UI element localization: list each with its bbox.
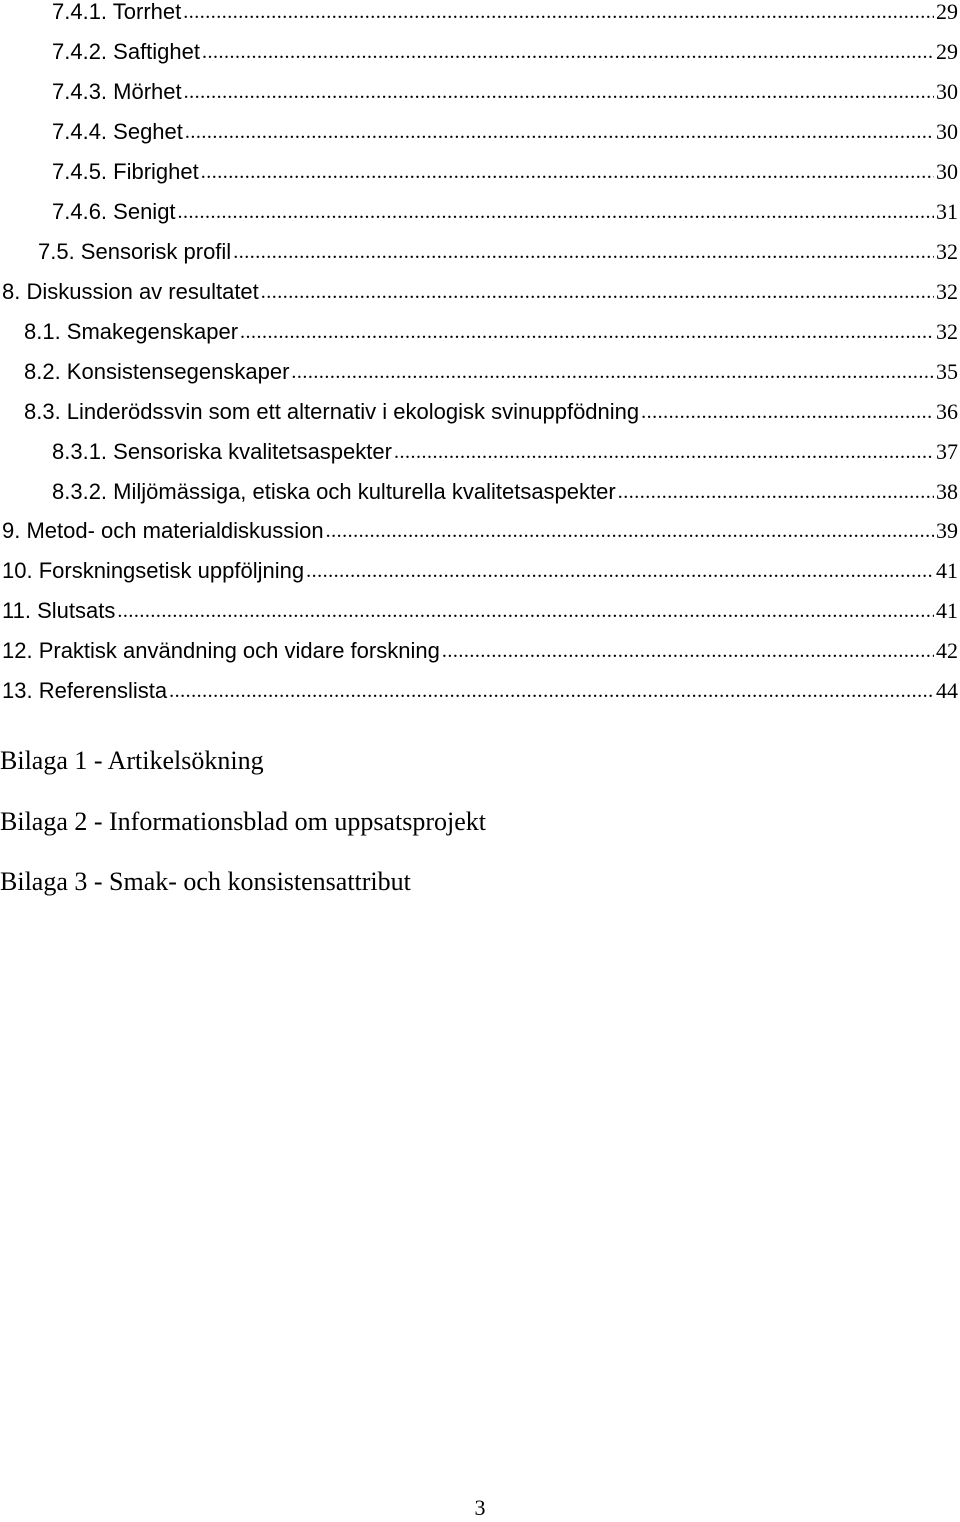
toc-entry[interactable] (24, 396, 958, 426)
toc-entry-page: 38 (936, 479, 958, 504)
toc-entry-page: 32 (936, 319, 958, 344)
toc-entry-title: 7.4.4. Seghet (52, 119, 183, 144)
toc-entry-title: 7.4.1. Torrhet (52, 0, 182, 24)
toc-entry-page: 41 (936, 558, 958, 583)
toc-leader-dots (178, 198, 934, 226)
toc-entry[interactable] (52, 76, 958, 106)
toc-leader-dots (184, 78, 934, 106)
toc-entry-title: 8.3.2. Miljömässiga, etiska och kulturella kvalitetsaspekter (52, 479, 616, 504)
toc-entry-page: 42 (936, 638, 958, 663)
toc-entry-page: 31 (936, 199, 958, 224)
toc-entry[interactable] (52, 196, 958, 226)
toc-leader-dots (202, 38, 934, 66)
toc-entry[interactable] (52, 0, 958, 26)
toc-leader-dots (641, 398, 934, 426)
appendix-3-heading: Bilaga 3 - Smak- och konsistensattribut (0, 867, 411, 896)
toc-entry[interactable] (38, 236, 958, 266)
toc-entry[interactable] (52, 436, 958, 466)
toc-leader-dots (201, 158, 934, 186)
toc-entry-page: 36 (936, 399, 958, 424)
toc-leader-dots (185, 118, 934, 146)
toc-entry[interactable] (24, 356, 958, 386)
appendix-2-heading: Bilaga 2 - Informationsblad om uppsatsprojekt (0, 807, 486, 836)
toc-entry-title: 7.5. Sensorisk profil (38, 239, 232, 264)
appendix-1-heading: Bilaga 1 - Artikelsökning (0, 746, 264, 775)
toc-leader-dots (291, 358, 934, 386)
toc-entry-title: 7.4.5. Fibrighet (52, 159, 199, 184)
toc-leader-dots (442, 637, 934, 665)
toc-entry-page: 32 (936, 239, 958, 264)
toc-leader-dots (169, 677, 934, 705)
toc-entry[interactable] (2, 555, 958, 585)
toc-entry-page: 35 (936, 359, 958, 384)
toc-entry-title: 10. Forskningsetisk uppföljning (2, 558, 305, 583)
toc-entry[interactable] (52, 156, 958, 186)
toc-entry-page: 29 (936, 39, 958, 64)
toc-entry-title: 8. Diskussion av resultatet (2, 279, 259, 304)
toc-entry[interactable] (52, 476, 958, 506)
toc-entry-page: 39 (936, 518, 958, 543)
toc-entry-title: 8.1. Smakegenskaper (24, 319, 239, 344)
toc-entry[interactable] (2, 276, 958, 306)
toc-entry-title: 8.2. Konsistensegenskaper (24, 359, 290, 384)
toc-leader-dots (618, 478, 934, 506)
toc-entry-title: 7.4.3. Mörhet (52, 79, 182, 104)
toc-entry-page: 37 (936, 439, 958, 464)
toc-entry-title: 7.4.2. Saftighet (52, 39, 200, 64)
toc-entry-page: 30 (936, 159, 958, 184)
toc-leader-dots (394, 438, 934, 466)
toc-leader-dots (326, 517, 934, 545)
toc-entry-page: 41 (936, 598, 958, 623)
toc-entry[interactable] (2, 635, 958, 665)
toc-leader-dots (183, 0, 934, 26)
toc-entry-title: 11. Slutsats (2, 598, 116, 623)
toc-leader-dots (117, 597, 934, 625)
toc-entry[interactable] (24, 316, 958, 346)
toc-entry[interactable] (2, 675, 958, 705)
toc-leader-dots (261, 278, 934, 306)
page-number: 3 (474, 1495, 486, 1520)
toc-entry[interactable] (52, 36, 958, 66)
toc-entry-title: 9. Metod- och materialdiskussion (2, 518, 324, 543)
toc-entry-title: 12. Praktisk användning och vidare forskning (2, 638, 440, 663)
toc-entry-title: 8.3. Linderödssvin som ett alternativ i ekologisk svinuppfödning (24, 399, 640, 424)
toc-entry-page: 29 (936, 0, 958, 24)
toc-entry-title: 7.4.6. Senigt (52, 199, 176, 224)
toc-entry[interactable] (2, 595, 958, 625)
toc-entry-title: 13. Referenslista (2, 678, 168, 703)
toc-entry-page: 30 (936, 79, 958, 104)
toc-entry-page: 44 (936, 678, 958, 703)
toc-entry-page: 30 (936, 119, 958, 144)
toc-leader-dots (240, 318, 934, 346)
toc-leader-dots (233, 238, 934, 266)
toc-entry[interactable] (2, 515, 958, 545)
toc-entry-title: 8.3.1. Sensoriska kvalitetsaspekter (52, 439, 392, 464)
toc-entry[interactable] (52, 116, 958, 146)
toc-leader-dots (306, 557, 934, 585)
toc-entry-page: 32 (936, 279, 958, 304)
